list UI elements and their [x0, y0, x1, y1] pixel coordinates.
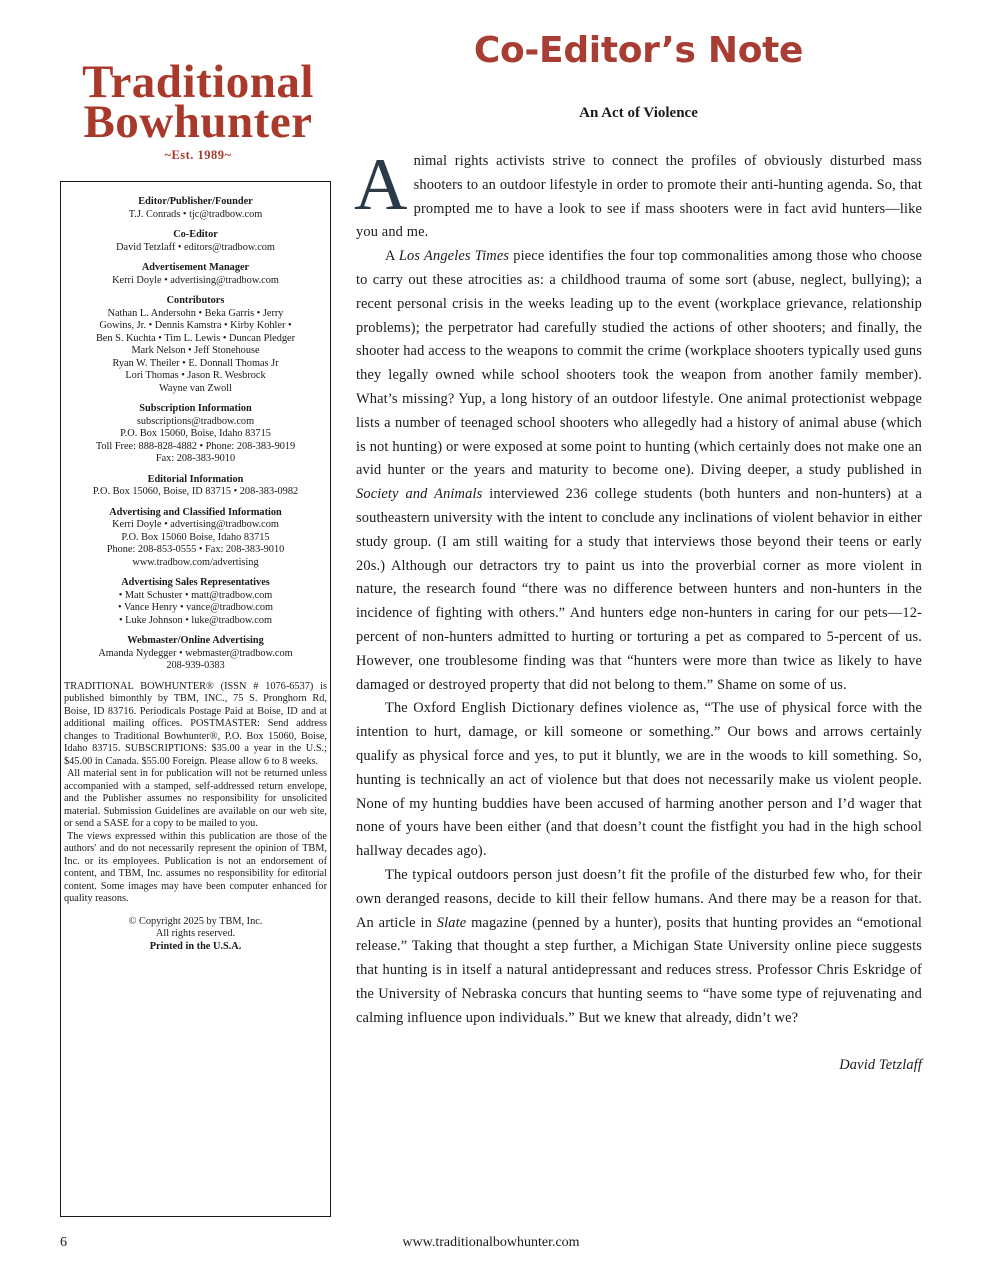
masthead-line: P.O. Box 15060, Boise, Idaho 83715 [120, 428, 271, 439]
masthead-box [60, 181, 331, 1217]
masthead-section-coeditor [64, 229, 327, 254]
source-title: Slate [436, 914, 467, 931]
masthead-line: Toll Free: 888-828-4882 • Phone: 208-383-9019 [95, 440, 296, 452]
legal-notice [64, 681, 327, 906]
masthead-heading: Advertising Sales Representatives [121, 577, 270, 588]
paragraph-text: The typical outdoors person just doesn’t fit the profile of the disturbed few who, for their own deranged reasons, decide to kill their fellow humans. And there may be a reason for that. An article in [356, 866, 922, 931]
legal-paragraph: TRADITIONAL BOWHUNTER® (ISSN # 1076-6537) is published bimonthly by TBM, INC., 75 S. Pronghorn Rd, Boise, ID 83716. Periodicals Postage Paid at Boise, ID and at additional mailing offices. POSTMASTER: Send address changes to Traditional Bowhunter®, P.O. Box 15060, Boise, Idaho 83715. SUBSCRIPTIONS: $35.00 a year in the U.S.; $45.00 in Canada. $55.00 Foreign. Please allow 6 to 8 weeks. [64, 680, 327, 767]
masthead-line: Kerri Doyle • advertising@tradbow.com [112, 274, 279, 286]
article-paragraph: The Oxford English Dictionary defines violence as, “The use of physical force with the intention to hurt, damage, or kill someone or something.” Our bows and arrows certainly qualify as physical force and yes, to put it bluntly, we are in the woods to kill something. So, hunting is technically an act of violence but that does not necessarily make us violent people. None of my hunting buddies have been accused of harming another person and I’d wager that none of yours have been either (and that doesn’t count the fistfight you had in the high school hallway decades ago). [356, 700, 922, 860]
article-body [354, 144, 922, 1078]
masthead-heading: Subscription Information [139, 403, 252, 414]
source-title: Los Angeles Times [398, 248, 510, 265]
copyright-line: All rights reserved. [155, 928, 236, 939]
logo-established: ~Est. 1989~ [164, 148, 232, 162]
masthead-section-ad-manager [64, 262, 327, 287]
masthead-line: www.tradbow.com/advertising [132, 556, 259, 568]
masthead-heading: Editor/Publisher/Founder [138, 196, 253, 207]
article-subtitle: An Act of Violence [579, 105, 698, 121]
paragraph-text: A [385, 248, 399, 265]
masthead-section-webmaster [64, 635, 327, 673]
magazine-logo [58, 56, 338, 163]
masthead-line: • Luke Johnson • luke@tradbow.com [118, 614, 272, 626]
legal-paragraph: All material sent in for publication will not be returned unless accompanied with a stamped, self-addressed return envelope, and the Publisher assumes no responsibility for unsolicited material. Submission Guidelines are available on our web site, or send a SASE for a copy to be mailed to you. [64, 768, 327, 829]
masthead-heading: Advertisement Manager [141, 262, 250, 273]
masthead-heading: Editorial Information [147, 473, 244, 485]
paragraph-text: interviewed 236 college students (both hunters and non-hunters) at a southeastern university with the intent to conclude any inclinations of violent behavior in either study group. (I am still waiting for a study that interviews those beyond their teens or early 20s.) Although our detractors try to paint us into the proverbial corner as more violent in nature, the research found “there was no difference between hunters and non-hunters in the incidence of fighting with others.” And hunters edge non-hunters in caring for our pets—12-percent of non-hunters admitted to hurting or torturing a pet as compared to 5-percent of us. However, one troublesome finding was that “hunters were more than twice as likely to have damaged or destroyed property that did not belong to them.” Shame on some of us. [356, 486, 922, 693]
masthead-heading: Contributors [166, 295, 225, 306]
masthead-line: Nathan L. Andersohn • Beka Garris • Jerry [107, 307, 284, 319]
masthead-heading: Advertising and Classified Information [109, 506, 282, 518]
copyright-line: © Copyright 2025 by TBM, Inc. [128, 915, 263, 927]
masthead-line: Mark Nelson • Jeff Stonehouse [131, 345, 260, 356]
masthead-line: David Tetzlaff • editors@tradbow.com [116, 241, 275, 253]
source-title: Society and Animals [356, 486, 483, 503]
logo-line-2: Bowhunter [83, 96, 313, 148]
article-paragraph [356, 864, 922, 1031]
masthead-line: Phone: 208-853-0555 • Fax: 208-383-9010 [106, 544, 285, 555]
article-paragraph [356, 245, 922, 697]
masthead-section-editor [64, 196, 327, 221]
logo-line-1: Traditional [82, 56, 314, 108]
masthead-line: P.O. Box 15060 Boise, Idaho 83715 [121, 531, 270, 543]
copyright-line: Printed in the U.S.A. [149, 940, 242, 952]
masthead-line: • Vance Henry • vance@tradbow.com [117, 602, 274, 613]
footer-url: www.traditionalbowhunter.com [402, 1235, 580, 1250]
paragraph-text: magazine (penned by a hunter), posits that hunting provides an “emotional release.” Taking that thought a step further, a Michigan State University online piece suggests that hunting is in itself a natural antidepressant and reduces stress. Professor Chris Eskridge of the University of Nebraska concurs that hunting seems to “have some type of rejuvenating and calming influence upon individuals.” But we knew that already, didn’t we? [356, 914, 922, 1026]
drop-cap: A [354, 144, 408, 226]
masthead-line: Wayne van Zwoll [159, 382, 232, 394]
masthead-section-advertising [64, 507, 327, 570]
masthead-line: • Matt Schuster • matt@tradbow.com [118, 589, 273, 601]
masthead-line: Amanda Nydegger • webmaster@tradbow.com [98, 647, 293, 659]
masthead-line: Ben S. Kuchta • Tim L. Lewis • Duncan Pledger [95, 332, 296, 344]
paragraph-text: piece identifies the four top commonalities among those who choose to carry out these atrocities as: a childhood trauma of some sort (abuse, neglect, bullying); a recent personal crisis in the weeks leading up to the event (workplace grievance, relationship problems); the perpetrator had carefully studied the actions of other shooters; and finally, the shooter had access to the weapons to commit the crime (workplace shooters typically used guns they legally owned while school shooters took the weapon from another family member). What’s missing? Yup, a long history of an outdoor lifestyle. One animal protectionist webpage lists a number of teenaged school shooters who allegedly had a history of animal abuse (which is not hunting) or were exposed at some point to hunting (which certainly does not make one an avid hunter or the years and maturity to become one). Diving deeper, a study published in [356, 248, 922, 479]
masthead-section-subscription [64, 403, 327, 466]
masthead-section-contributors [64, 295, 327, 395]
masthead-line: 208-939-0383 [166, 660, 225, 671]
page-number: 6 [60, 1235, 67, 1250]
copyright-notice [64, 916, 327, 954]
masthead-line: Lori Thomas • Jason R. Wesbrock [125, 370, 266, 381]
masthead-line: subscriptions@tradbow.com [136, 415, 255, 427]
masthead-heading: Co-Editor [173, 229, 218, 240]
masthead-heading: Webmaster/Online Advertising [127, 635, 264, 646]
masthead-line: Gowins, Jr. • Dennis Kamstra • Kirby Kohler • [99, 320, 292, 331]
legal-paragraph: The views expressed within this publication are those of the authors' and do not necessarily represent the opinion of TBM, Inc. or its employees. Publication is not an endorsement of content, and TBM, Inc. assumes no responsibility for editorial content. Some images may have been computer enhanced for quality reasons. [64, 830, 327, 904]
page-title: Co-Editor’s Note [473, 30, 804, 71]
masthead-line: Ryan W. Theiler • E. Donnall Thomas Jr [112, 357, 279, 369]
masthead-line: Fax: 208-383-9010 [155, 453, 236, 464]
masthead-line: P.O. Box 15060, Boise, ID 83715 • 208-383-0982 [92, 486, 299, 497]
paragraph-text: nimal rights activists strive to connect the profiles of obviously disturbed mass shooters to an outdoor lifestyle in order to promote their anti-hunting agenda. So, that prompted me to have a look to see if mass shooters were in fact avid hunters—like you and me. [356, 153, 922, 241]
masthead-section-sales-reps [64, 577, 327, 627]
masthead-section-editorial [64, 474, 327, 499]
author-signature: David Tetzlaff [839, 1057, 922, 1074]
masthead-line: T.J. Conrads • tjc@tradbow.com [128, 208, 263, 220]
masthead-line: Kerri Doyle • advertising@tradbow.com [112, 519, 279, 530]
article-paragraph [354, 144, 922, 245]
